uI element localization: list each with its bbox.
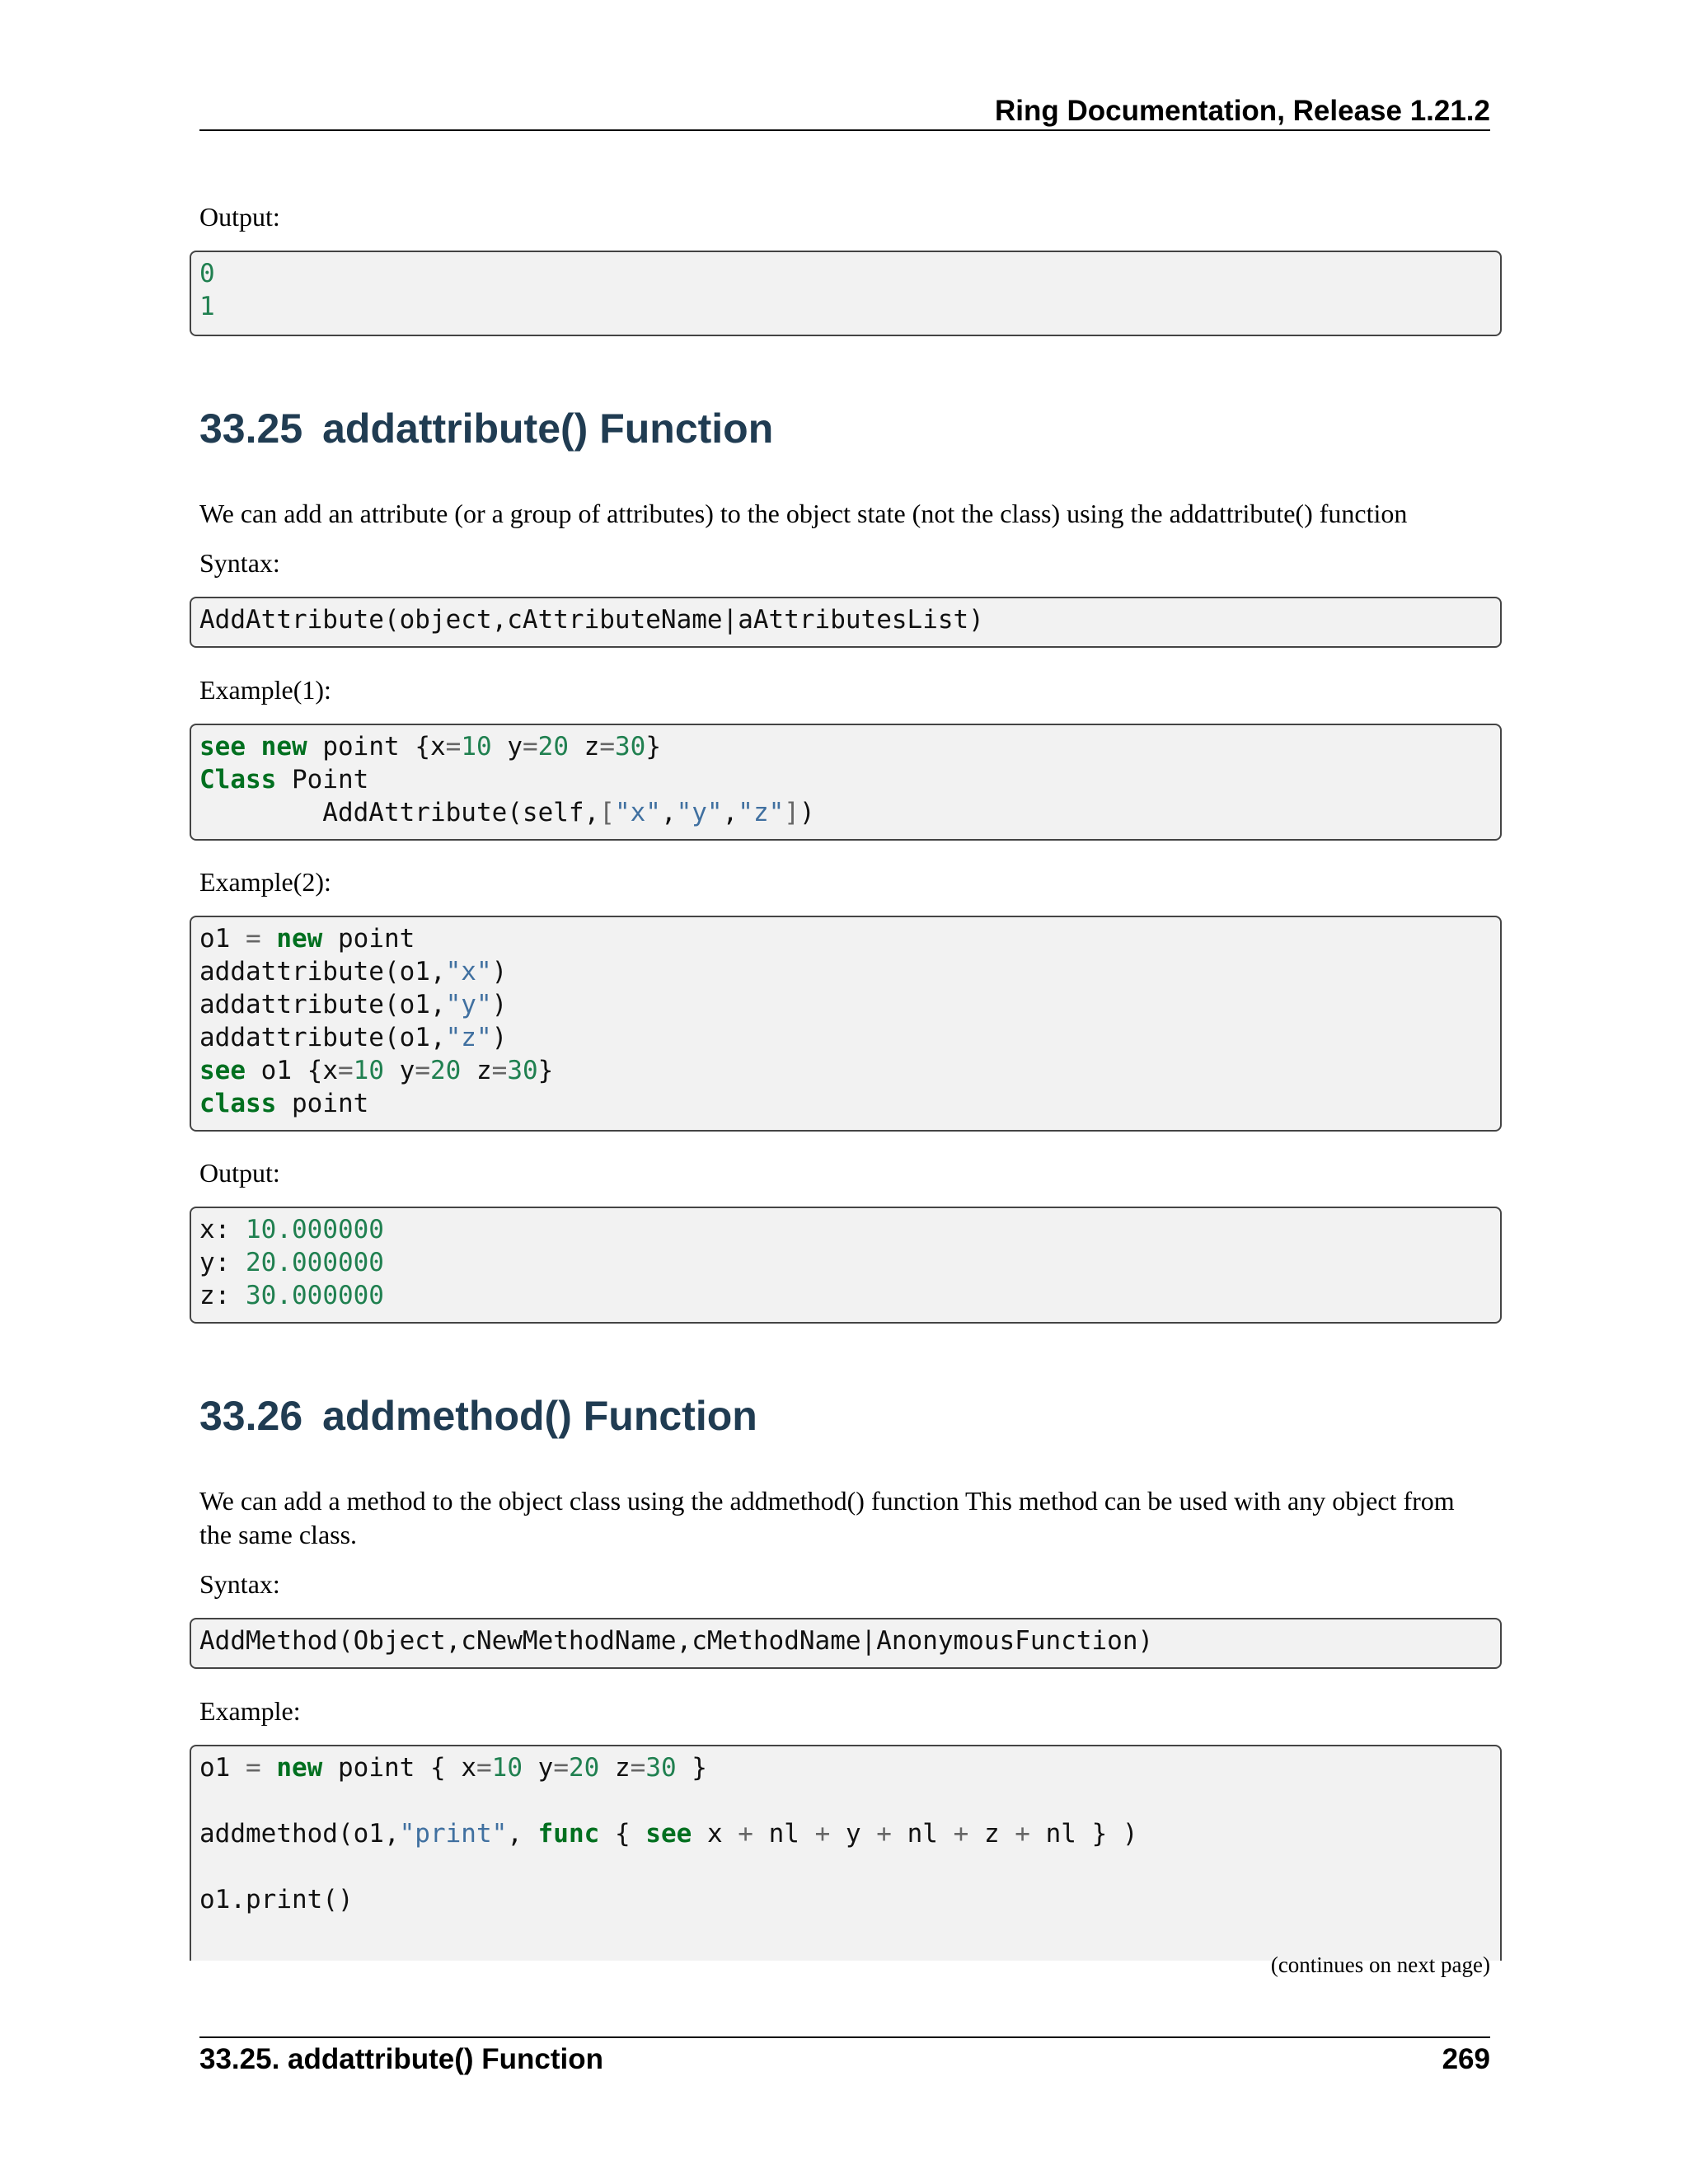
syntax-label: Syntax: (199, 548, 280, 578)
syntax-code-block (190, 1618, 1502, 1669)
section-description: We can add a method to the object class using the addmethod() function This method can be used with any object from the same class. (199, 1486, 1455, 1549)
page-footer (199, 2042, 1490, 2077)
syntax-code-block (190, 597, 1502, 648)
section-title: addattribute() Function (322, 405, 774, 452)
example1-label: Example(1): (199, 675, 331, 705)
footer-section: 33.25. addattribute() Function (199, 2043, 604, 2075)
syntax-code: AddMethod(Object,cNewMethodName,cMethodName|AnonymousFunction) (199, 1626, 1154, 1656)
example2-label: Example(2): (199, 867, 331, 897)
output-line: 1 (199, 292, 215, 321)
output2-code-block: x: 10.000000 y: 20.000000 z: 30.000000 (190, 1207, 1502, 1324)
section-number: 33.25 (199, 405, 303, 452)
syntax-label: Syntax: (199, 1569, 280, 1599)
section-number: 33.26 (199, 1393, 303, 1439)
example1-code-block: see new point {x=10 y=20 z=30} Class Point AddAttribute(self,["x","y","z"]) (190, 724, 1502, 841)
continues-note: (continues on next page) (1270, 1952, 1490, 1977)
output-label: Output: (199, 202, 280, 232)
section-description: We can add an attribute (or a group of attributes) to the object state (not the class) using the addattribute() function (199, 499, 1408, 528)
syntax-code: AddAttribute(object,cAttributeName|aAttributesList) (199, 605, 984, 635)
example-label: Example: (199, 1696, 301, 1726)
header-rule (199, 129, 1490, 131)
footer-rule (199, 2036, 1490, 2038)
example2-code-block: o1 = new point addattribute(o1,"x") addattribute(o1,"y") addattribute(o1,"z") see o1 {x=10 y=20 z=30} class point (190, 916, 1502, 1132)
section-heading-addmethod (199, 1391, 1490, 1441)
footer-page-number: 269 (1442, 2043, 1490, 2075)
running-header: Ring Documentation, Release 1.21.2 (994, 95, 1490, 127)
output2-label: Output: (199, 1158, 280, 1188)
section-title: addmethod() Function (322, 1393, 757, 1439)
output-line: 0 (199, 259, 215, 288)
output-code-block (190, 251, 1502, 336)
section-heading-addattribute (199, 404, 1490, 453)
example-code-block: o1 = new point { x=10 y=20 z=30 } addmethod(o1,"print", func { see x + nl + y + nl + z + nl } ) o1.print() (190, 1745, 1502, 1961)
